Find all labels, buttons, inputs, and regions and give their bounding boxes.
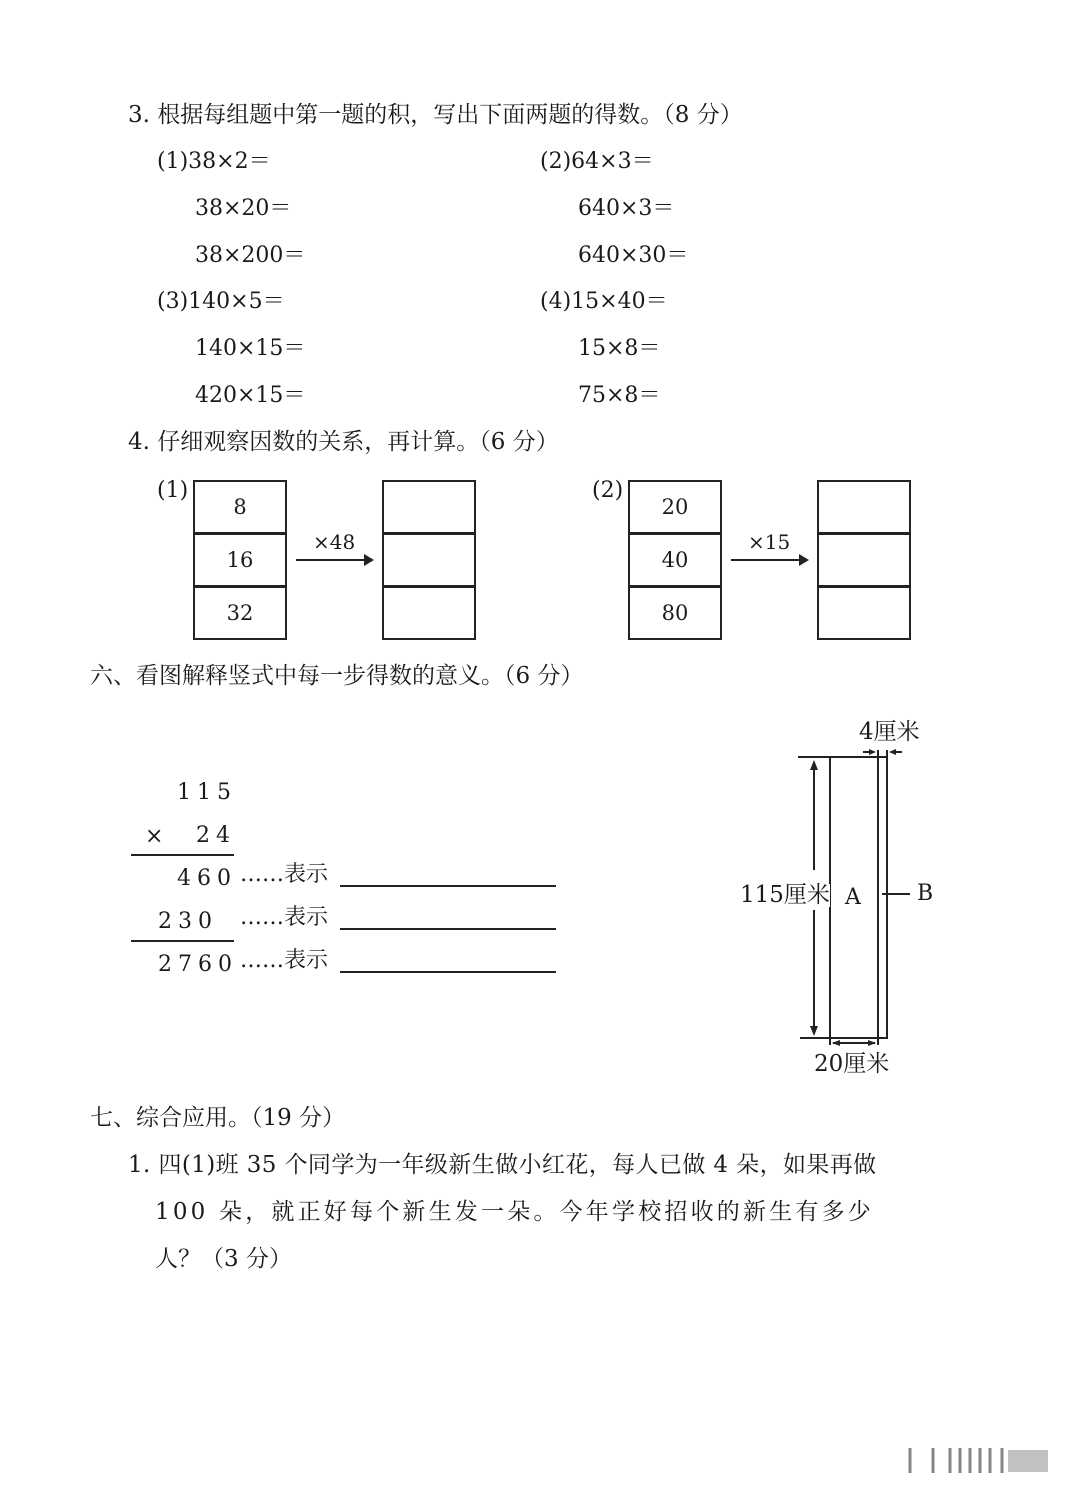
q3-g2-item3: 640×30＝ (578, 243, 689, 268)
q7-1-line-3: 人？（3 分） (155, 1246, 292, 1272)
section-6-title: 六、看图解释竖式中每一步得数的意义。（6 分） (90, 663, 584, 689)
q4-part2-answer-box[interactable] (817, 586, 911, 640)
q4-part2-value: 40 (628, 533, 722, 587)
question-4-title: 4. 仔细观察因数的关系，再计算。（6 分） (128, 429, 559, 455)
q3-g2-item2: 640×3＝ (578, 196, 675, 221)
q3-g1-item3: 38×200＝ (195, 243, 306, 268)
region-a-label: A (845, 885, 861, 910)
q4-part2-operator: ×15 (748, 530, 791, 554)
q4-part2-label: (2) (592, 478, 624, 503)
partial-product-2: 230 (158, 909, 218, 934)
q3-g4-item2: 15×8＝ (578, 336, 661, 361)
answer-blank-1[interactable] (340, 885, 556, 887)
q4-part1-answer-box[interactable] (382, 533, 476, 587)
partial-product-1: 460 (177, 866, 237, 891)
q4-part1-value: 32 (193, 586, 287, 640)
q7-1-line-1: 1. 四(1)班 35 个同学为一年级新生做小红花，每人已做 4 朵，如果再做 (128, 1152, 877, 1178)
q3-g3-item2: 140×15＝ (195, 336, 306, 361)
question-3-title: 3. 根据每组题中第一题的积，写出下面两题的得数。（8 分） (128, 102, 743, 128)
multiplier: 24 (196, 823, 236, 848)
q3-g4-item3: 75×8＝ (578, 383, 661, 408)
q3-g4-item1: (4)15×40＝ (540, 289, 668, 314)
row-note-2: ……表示 (240, 905, 329, 930)
q4-part2-answer-box[interactable] (817, 480, 911, 534)
arrow-right-icon (296, 559, 372, 561)
times-sign: × (145, 824, 164, 849)
width-b-label: 4厘米 (859, 719, 920, 745)
q4-part2-answer-box[interactable] (817, 533, 911, 587)
watermark (880, 1440, 1060, 1480)
q7-1-line-2: 100 朵，就正好每个新生发一朵。今年学校招收的新生有多少 (155, 1199, 875, 1225)
q4-part2-value: 80 (628, 586, 722, 640)
answer-blank-3[interactable] (340, 971, 556, 973)
region-b-label: B (917, 881, 934, 906)
q3-g2-item1: (2)64×3＝ (540, 149, 654, 174)
divider-line (131, 854, 234, 856)
divider-line (131, 940, 234, 942)
row-note-1: ……表示 (240, 862, 329, 887)
width-a-label: 20厘米 (814, 1051, 890, 1077)
q4-part2-value: 20 (628, 480, 722, 534)
q4-part1-value: 16 (193, 533, 287, 587)
q4-part1-label: (1) (157, 478, 189, 503)
q3-g3-item1: (3)140×5＝ (157, 289, 285, 314)
q3-g3-item3: 420×15＝ (195, 383, 306, 408)
arrow-right-icon (731, 559, 807, 561)
q4-part1-operator: ×48 (313, 530, 356, 554)
q4-part1-answer-box[interactable] (382, 586, 476, 640)
q3-g1-item2: 38×20＝ (195, 196, 292, 221)
q4-part1-value: 8 (193, 480, 287, 534)
section-7-title: 七、综合应用。（19 分） (90, 1105, 346, 1131)
multiplicand: 115 (177, 780, 237, 805)
q3-g1-item1: (1)38×2＝ (157, 149, 271, 174)
q4-part1-answer-box[interactable] (382, 480, 476, 534)
product: 2760 (158, 952, 238, 977)
answer-blank-2[interactable] (340, 928, 556, 930)
row-note-3: ……表示 (240, 948, 329, 973)
height-label: 115厘米 (740, 882, 830, 908)
